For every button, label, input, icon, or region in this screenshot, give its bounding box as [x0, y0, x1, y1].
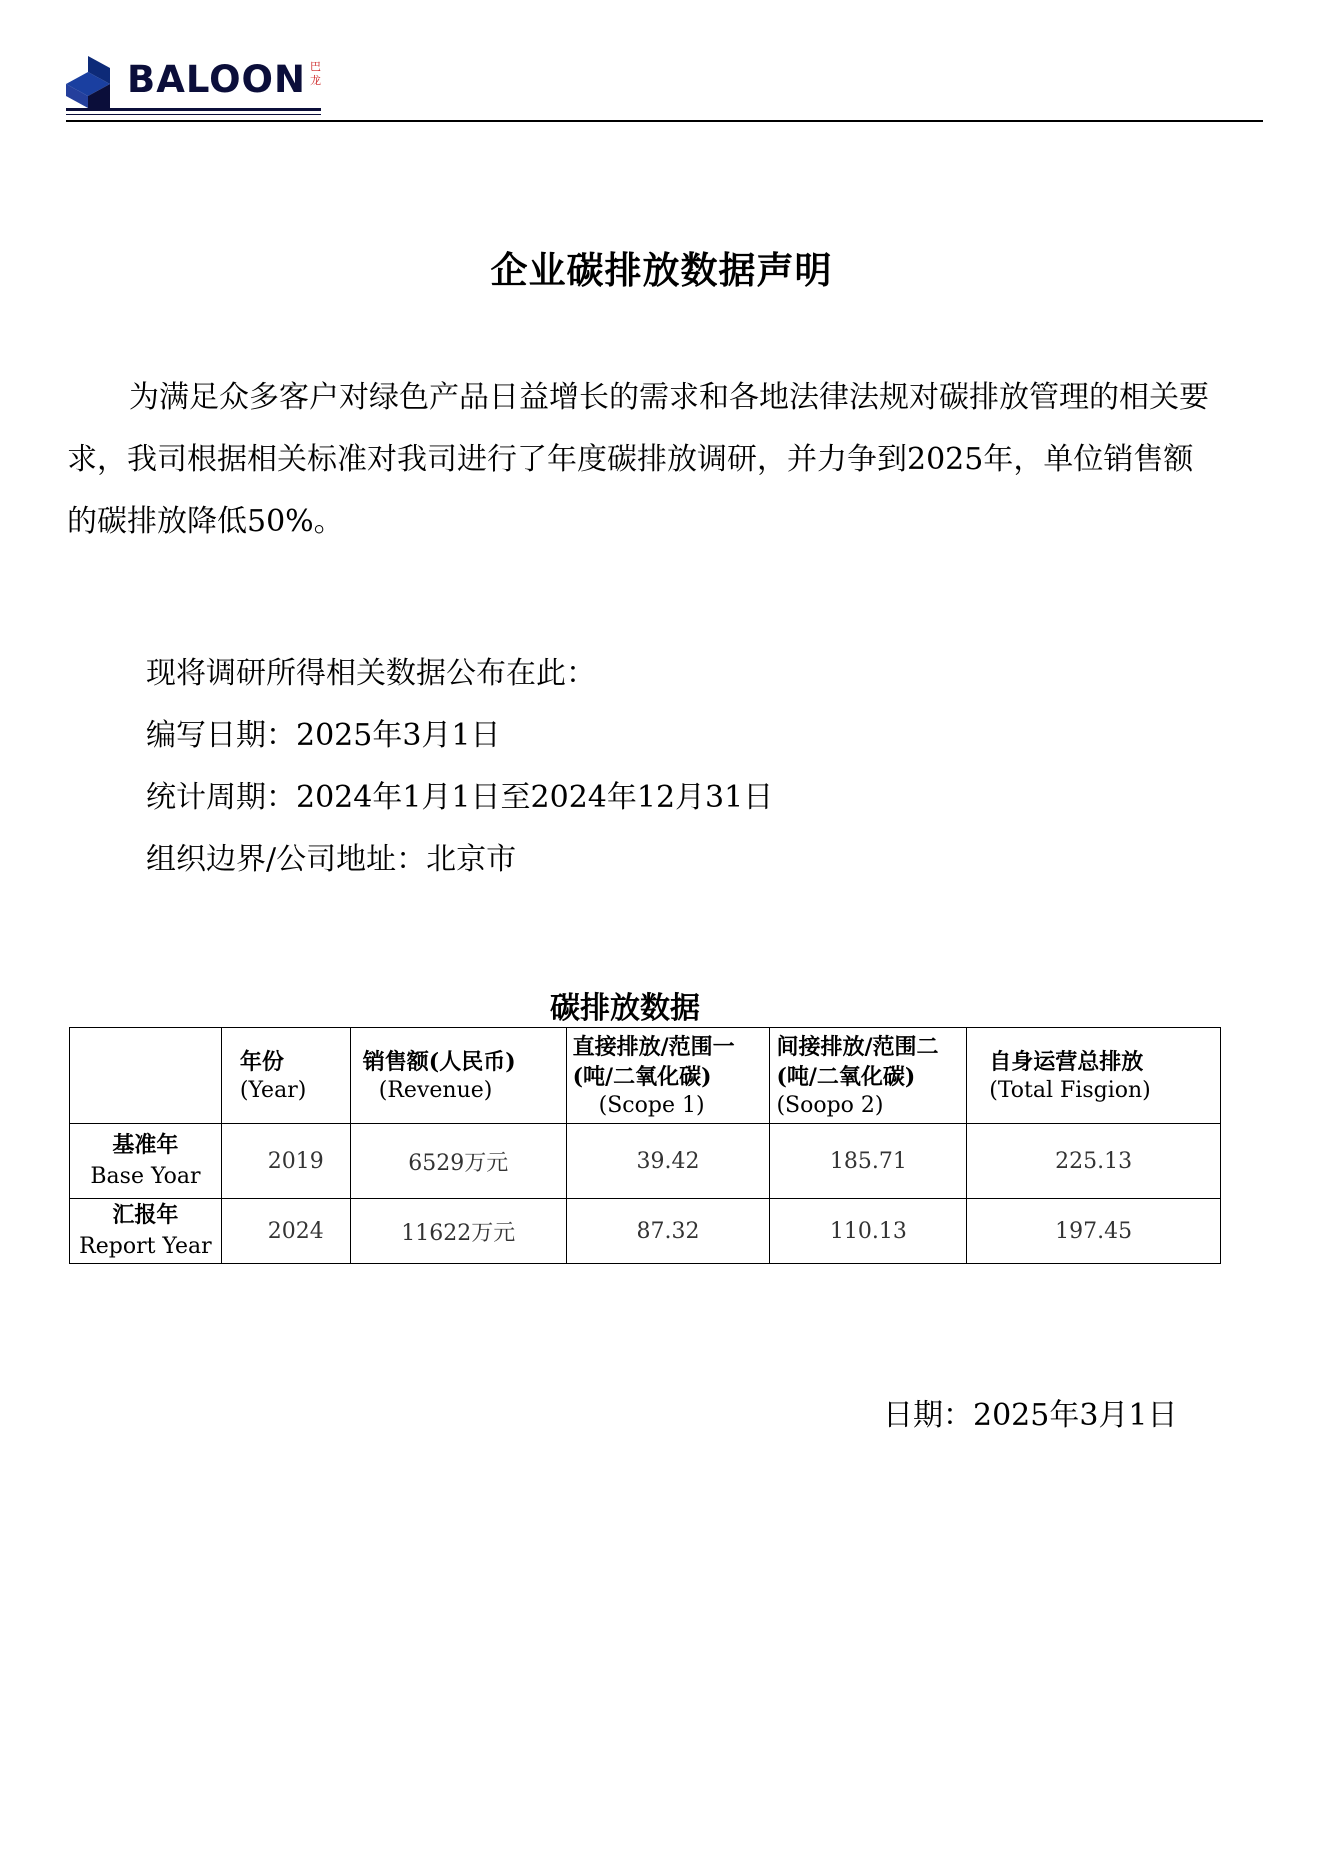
header-cell-blank: [70, 1028, 222, 1124]
header-year-cn: 年份: [239, 1048, 284, 1075]
header-total-en: (Total Fisgion): [989, 1077, 1151, 1103]
intro-paragraph: 为满足众多客户对绿色产品日益增长的需求和各地法律法规对碳排放管理的相关要求，我司根据相关标准对我司进行了年度碳排放调研，并力争到2025年，单位销售额的碳排放降低50%。: [67, 380, 1209, 539]
header-cell-total: [967, 1028, 1221, 1124]
row-label-en: Base Yoar: [90, 1164, 201, 1189]
emissions-table: [69, 1027, 1221, 1264]
table-title: 碳排放数据: [550, 991, 700, 1026]
boundary-line: 组织边界/公司地址：北京市: [146, 842, 517, 877]
row-label-base: [70, 1124, 222, 1199]
logo-underline-thin: [66, 114, 321, 115]
cell-year: 2024: [221, 1199, 350, 1264]
letterhead: [0, 0, 1323, 130]
table-header-row: [70, 1028, 1221, 1124]
header-divider: [66, 120, 1263, 122]
cell-scope1: 87.32: [566, 1199, 770, 1264]
period-line: 统计周期：2024年1月1日至2024年12月31日: [146, 780, 774, 815]
cell-scope1: 39.42: [566, 1124, 770, 1199]
cell-scope2: 185.71: [770, 1124, 967, 1199]
header-scope1-en: (Scope 1): [598, 1092, 705, 1118]
header-cell-scope2: [770, 1028, 967, 1124]
header-total-cn: 自身运营总排放: [989, 1048, 1144, 1075]
announce-line: 现将调研所得相关数据公布在此：: [146, 656, 596, 691]
header-revenue-en: (Revenue): [378, 1077, 493, 1103]
cell-total: 225.13: [967, 1124, 1221, 1199]
brand-name: BALOON: [127, 58, 306, 101]
cell-year: 2019: [221, 1124, 350, 1199]
header-scope2-cn: 间接排放/范围二(吨/二氧化碳): [776, 1033, 939, 1090]
cell-total: 197.45: [967, 1199, 1221, 1264]
cell-revenue: 11622万元: [350, 1199, 566, 1264]
row-label-en: Report Year: [79, 1234, 212, 1259]
header-revenue-cn: 销售额(人民币): [362, 1048, 516, 1075]
header-cell-year: [221, 1028, 350, 1124]
document-title: 企业碳排放数据声明: [490, 248, 833, 292]
footer-date: 日期：2025年3月1日: [883, 1398, 1178, 1433]
header-cell-scope1: [566, 1028, 770, 1124]
cell-scope2: 110.13: [770, 1199, 967, 1264]
header-year-en: (Year): [239, 1077, 307, 1103]
header-cell-revenue: [350, 1028, 566, 1124]
logo-underline: [66, 108, 321, 111]
row-label-cn: 汇报年: [112, 1202, 179, 1228]
cell-revenue: 6529万元: [350, 1124, 566, 1199]
header-scope2-en: (Soopo 2): [776, 1092, 884, 1118]
table-row: [70, 1199, 1221, 1264]
brand-chinese-name: 巴龙: [310, 60, 321, 87]
row-label-cn: 基准年: [112, 1132, 179, 1158]
header-scope1-cn: 直接排放/范围一(吨/二氧化碳): [572, 1033, 735, 1090]
row-label-report: [70, 1199, 222, 1264]
compile-date-line: 编写日期：2025年3月1日: [146, 718, 501, 753]
table-row: [70, 1124, 1221, 1199]
